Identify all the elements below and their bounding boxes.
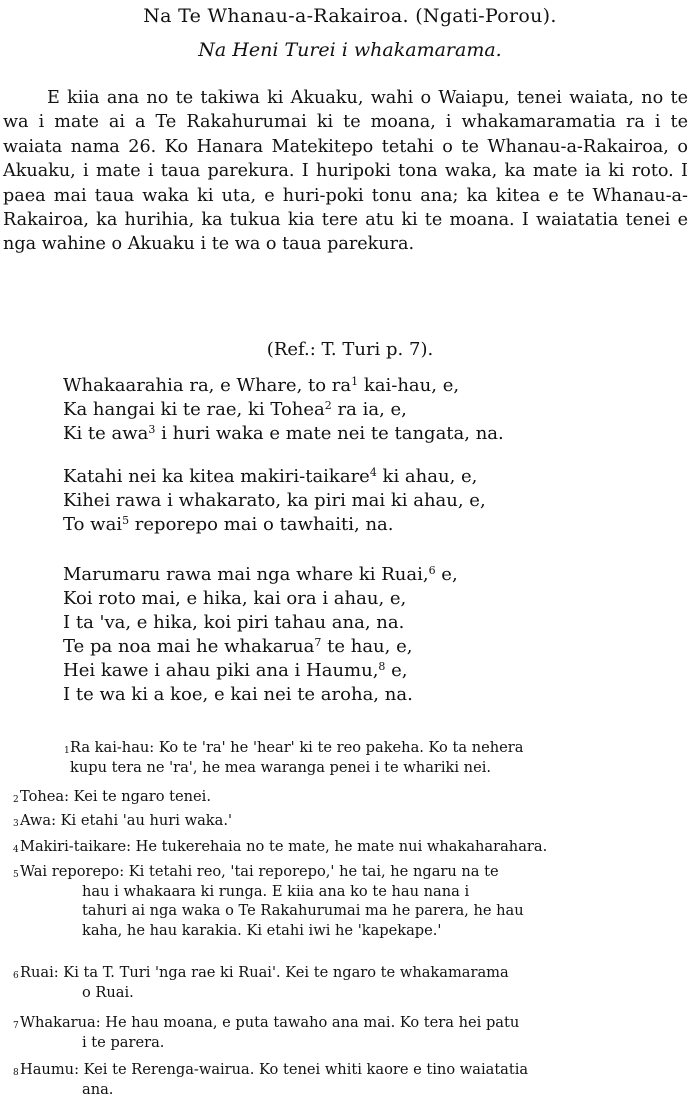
footnote-line: ana. [20,1080,694,1099]
footnote-line: Ra kai-hau: Ko te 'ra' he 'hear' ki te reo pakeha. Ko ta nehera [70,738,694,758]
verse-line [63,513,693,537]
verse-line [63,635,693,659]
footnote-line: Tohea: Kei te ngaro tenei. [20,787,694,807]
verse-line [63,489,693,513]
verse-text: ra ia, e, [332,399,407,420]
footnote-text [20,1013,694,1052]
footnote-number: 5 [13,866,19,886]
footnote-line: kaha, he hau karakia. Ki etahi iwi he 'kapekape.' [20,921,694,941]
stanza-3 [63,563,693,707]
footnote-number: 6 [13,967,19,987]
verse-text: Hei kawe i ahau piki ana i Haumu, [63,660,378,681]
verse-line [63,563,693,587]
footnote-line: o Ruai. [20,983,694,1003]
footnote-text [20,1060,694,1099]
footnote-marker: 6 [429,564,436,577]
verse-text: Te pa noa mai he whakarua [63,636,314,657]
footnote-line: Whakarua: He hau moana, e puta tawaho ana mai. Ko tera hei patu [20,1013,694,1033]
verse-text: Ki te awa [63,423,148,444]
footnote-marker: 8 [378,660,385,673]
footnote-text [20,862,694,940]
footnote-marker: 7 [314,636,321,649]
verse-text: e, [385,660,407,681]
footnote-number: 3 [13,815,19,835]
verse-text: To wai [63,514,122,535]
stanza-2 [63,465,693,537]
verse-text: e, [436,564,458,585]
footnote-line: tahuri ai nga waka o Te Rakahurumai ma he parera, he hau [20,901,694,921]
verse-line [63,683,693,707]
footnote-text [20,787,694,807]
footnote-text [20,811,694,831]
verse-line [63,398,693,422]
footnote-marker: 4 [370,466,377,479]
verse-text: Whakaarahia ra, e Whare, to ra [63,375,351,396]
verse-line [63,465,693,489]
footnote-number: 7 [13,1017,19,1037]
footnote-line: Makiri-taikare: He tukerehaia no te mate, he mate nui whakaharahara. [20,837,694,857]
footnote-text [70,738,694,777]
verse-text: kai-hau, e, [358,375,459,396]
footnote-number: 1 [64,742,70,762]
verse-line [63,611,693,635]
verse-line [63,374,693,398]
footnote-number: 8 [13,1064,19,1084]
footnote-line: kupu tera ne 'ra', he mea waranga penei i te whariki nei. [70,758,694,778]
footnote-line: Ruai: Ki ta T. Turi 'nga rae ki Ruai'. Kei te ngaro te whakamarama [20,963,694,983]
footnote-marker: 5 [122,514,129,527]
footnote-line: Awa: Ki etahi 'au huri waka.' [20,811,694,831]
footnote-number: 2 [13,791,19,811]
verse-text: Koi roto mai, e hika, kai ora i ahau, e, [63,588,406,609]
footnote-line: i te parera. [20,1033,694,1053]
verse-text: te hau, e, [321,636,412,657]
verse-text: I ta 'va, e hika, koi piri tahau ana, na. [63,612,404,633]
footnote-marker: 1 [351,375,358,388]
song-title: Na Te Whanau-a-Rakairoa. (Ngati-Porou). [0,4,700,28]
intro-paragraph: E kiia ana no te takiwa ki Akuaku, wahi o Waiapu, tenei waiata, no te wa i mate ai a Te Rakahurumai ki te moana, i whakamaramatia ra i te waiata nama 26. Ko Hanara Matekitepo tetahi o te Whanau-a-Rakairoa, o Akuaku, i mate i taua parekura. I huripoki tona waka, ka mate ia ki roto. I paea mai taua waka ki uta, e huri-poki tonu ana; ka kitea e te Whanau-a-Rakairoa, ka hurihia, ka tukua kia tere atu ki te moana. I waiatatia tenei e nga wahine o Akuaku i te wa o taua parekura. [3,86,688,257]
verse-line [63,422,693,446]
verse-text: Marumaru rawa mai nga whare ki Ruai, [63,564,429,585]
verse-text: ki ahau, e, [377,466,478,487]
reference-line: (Ref.: T. Turi p. 7). [0,338,700,362]
verse-text: I te wa ki a koe, e kai nei te aroha, na. [63,684,413,705]
footnote-line: Haumu: Kei te Rerenga-wairua. Ko tenei whiti kaore e tino waiatatia [20,1060,694,1080]
footnote-line: hau i whakaara ki runga. E kiia ana ko te hau nana i [20,882,694,902]
footnote-line: Wai reporepo: Ki tetahi reo, 'tai reporepo,' he tai, he ngaru na te [20,862,694,882]
verse-text: Kihei rawa i whakarato, ka piri mai ki ahau, e, [63,490,486,511]
footnote-marker: 3 [148,423,155,436]
verse-line [63,659,693,683]
verse-line [63,587,693,611]
verse-text: i huri waka e mate nei te tangata, na. [155,423,503,444]
song-subtitle: Na Heni Turei i whakamarama. [0,38,700,62]
stanza-1 [63,374,693,446]
verse-text: reporepo mai o tawhaiti, na. [129,514,393,535]
footnote-text [20,837,694,857]
verse-text: Katahi nei ka kitea makiri-taikare [63,466,370,487]
footnote-number: 4 [13,841,19,861]
footnote-text [20,963,694,1002]
footnote-marker: 2 [325,399,332,412]
verse-text: Ka hangai ki te rae, ki Tohea [63,399,325,420]
